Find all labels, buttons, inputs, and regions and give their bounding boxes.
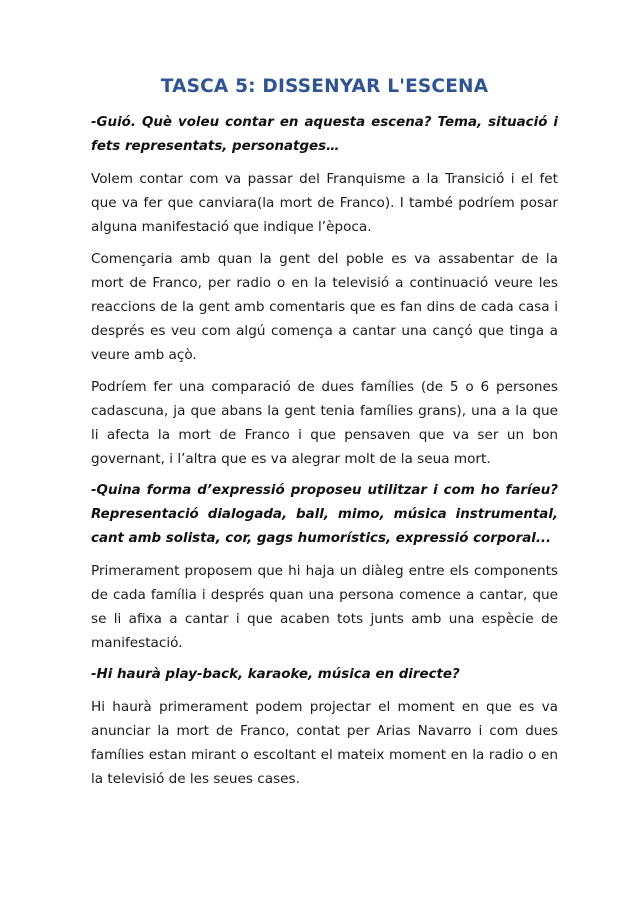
answer-paragraph-5: Hi haurà primerament podem projectar el moment en que es va anunciar la mort de Franco, contat per Arias Navarro i com dues famílies estan mirant o escoltant el mateix moment en la radio o en la televisió de les seues cases. bbox=[91, 699, 558, 787]
answer-paragraph-3: Podríem fer una comparació de dues famílies (de 5 o 6 persones cadascuna, ja que abans la gent tenia famílies grans), una a la que li afecta la mort de Franco i que pensaven que va ser un bon governant, i l’altra que es va alegrar molt de la seua mort. bbox=[91, 379, 558, 467]
question-music: -Hi haurà play-back, karaoke, música en directe? bbox=[91, 667, 460, 682]
question-expression: -Quina forma d’expressió proposeu utilitzar i com ho faríeu? Representació dialogada, ball, mimo, música instrumental, cant amb solista, cor, gags humorístics, expressió corporal... bbox=[91, 483, 558, 546]
page-title: TASCA 5: DISSENYAR L'ESCENA bbox=[160, 76, 489, 97]
answer-paragraph-2: Començaria amb quan la gent del poble es va assabentar de la mort de Franco, per radio o en la televisió a continuació veure les reaccions de la gent amb comentaris que es fan dins de cada casa i després es veu com algú comença a cantar una cançó que tinga a veure amb açò. bbox=[91, 251, 558, 363]
document-body bbox=[91, 111, 558, 791]
answer-paragraph-4: Primerament proposem que hi haja un diàleg entre els components de cada família i després quan una persona comence a cantar, que se li afixa a cantar i que acaben tots junts amb una espècie de manifestació. bbox=[91, 563, 558, 651]
question-script: -Guió. Què voleu contar en aquesta escena? Tema, situació i fets representats, personatges… bbox=[91, 115, 558, 154]
answer-paragraph-1: Volem contar com va passar del Franquisme a la Transició i el fet que va fer que canviara(la mort de Franco). I també podríem posar alguna manifestació que indique l’època. bbox=[91, 171, 558, 235]
